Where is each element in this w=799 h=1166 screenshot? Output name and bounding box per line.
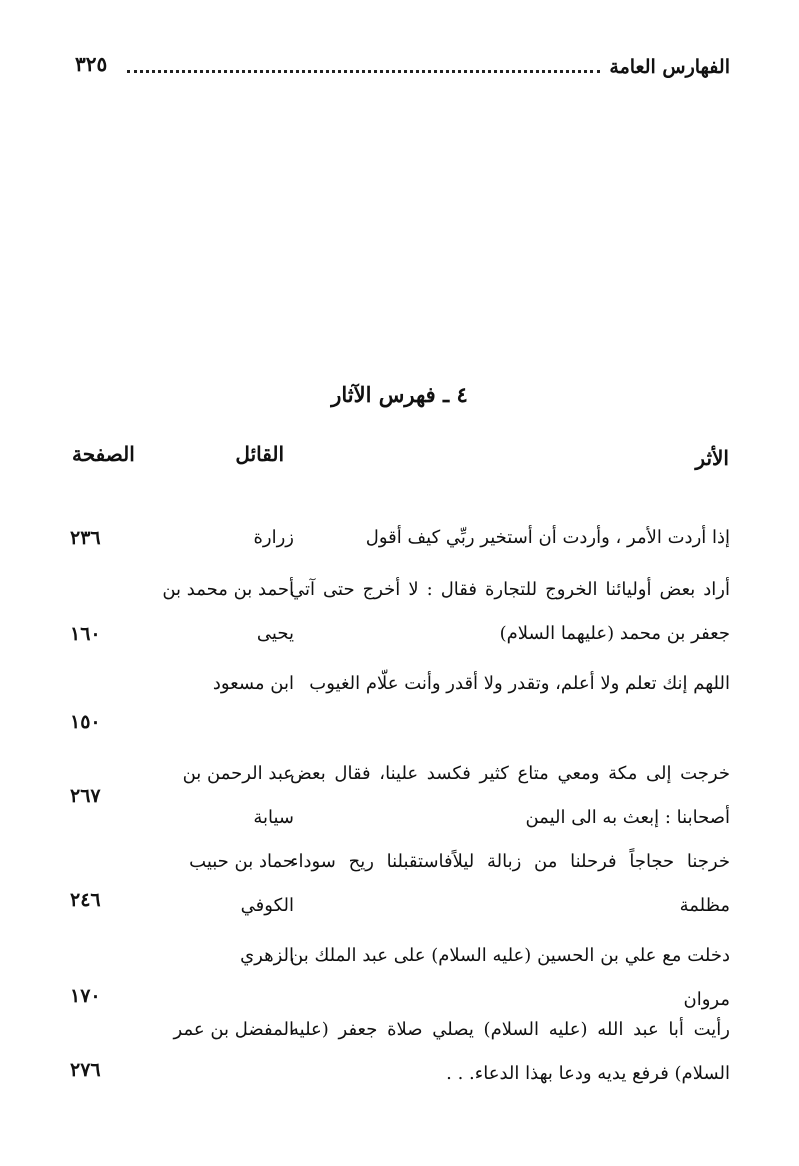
page-number: ٣٢٥ (75, 52, 108, 76)
athar-text: رأيت أبا عبد الله (عليه السلام) يصلي صلاة جعفر (عليه السلام) فرفع يديه ودعا بهذا الدعاء. . . (290, 1019, 730, 1084)
speaker-name: عبد الرحمن بن سيابة (182, 763, 294, 828)
athar-text: خرجت إلى مكة ومعي متاع كثير فكسد علينا، فقال بعض أصحابنا : إبعث به الى اليمن (290, 763, 730, 828)
page-ref: ١٧٠ (70, 985, 101, 1007)
athar-text: دخلت مع علي بن الحسين (عليه السلام) على عبد الملك بن مروان (290, 945, 730, 1010)
speaker-name: المفضل بن عمر (173, 1019, 294, 1040)
page-ref: ١٦٠ (70, 623, 101, 645)
running-header-title: الفهارس العامة (609, 56, 730, 78)
page-ref: ٢٣٦ (70, 527, 101, 549)
page-ref: ٢٦٧ (70, 785, 101, 807)
speaker-name: أحمد بن محمد بن يحيى (162, 579, 294, 644)
page-ref: ٢٤٦ (70, 889, 101, 911)
athar-text: أراد بعض أوليائنا الخروج للتجارة فقال : لا أخرج حتى آتي جعفر بن محمد (عليهما السلام) (290, 579, 730, 644)
column-header-qail: القائل (235, 442, 284, 466)
page-ref: ١٥٠ (70, 711, 101, 733)
page-ref: ٢٧٦ (70, 1059, 101, 1081)
speaker-name: الزهري (240, 945, 294, 966)
athar-text: اللهم إنك تعلم ولا أعلم، وتقدر ولا أقدر وأنت علّام الغيوب (309, 673, 730, 694)
running-header (75, 52, 730, 86)
speaker-name: حماد بن حبيب الكوفي (189, 851, 294, 916)
athar-text: إذا أردت الأمر ، وأردت أن أستخير ربِّي كيف أقول (365, 527, 730, 548)
athar-text: خرجنا حجاجاً فرحلنا من زبالة ليلاًفاستقبلنا ريح سوداء مظلمة (290, 851, 730, 916)
column-header-athar: الأثر (695, 446, 729, 470)
section-title: ٤ ـ فهرس الآثار (331, 382, 468, 407)
column-header-page: الصفحة (72, 442, 135, 466)
dot-leader (127, 62, 600, 73)
speaker-name: ابن مسعود (212, 673, 294, 694)
speaker-name: زرارة (253, 527, 294, 548)
